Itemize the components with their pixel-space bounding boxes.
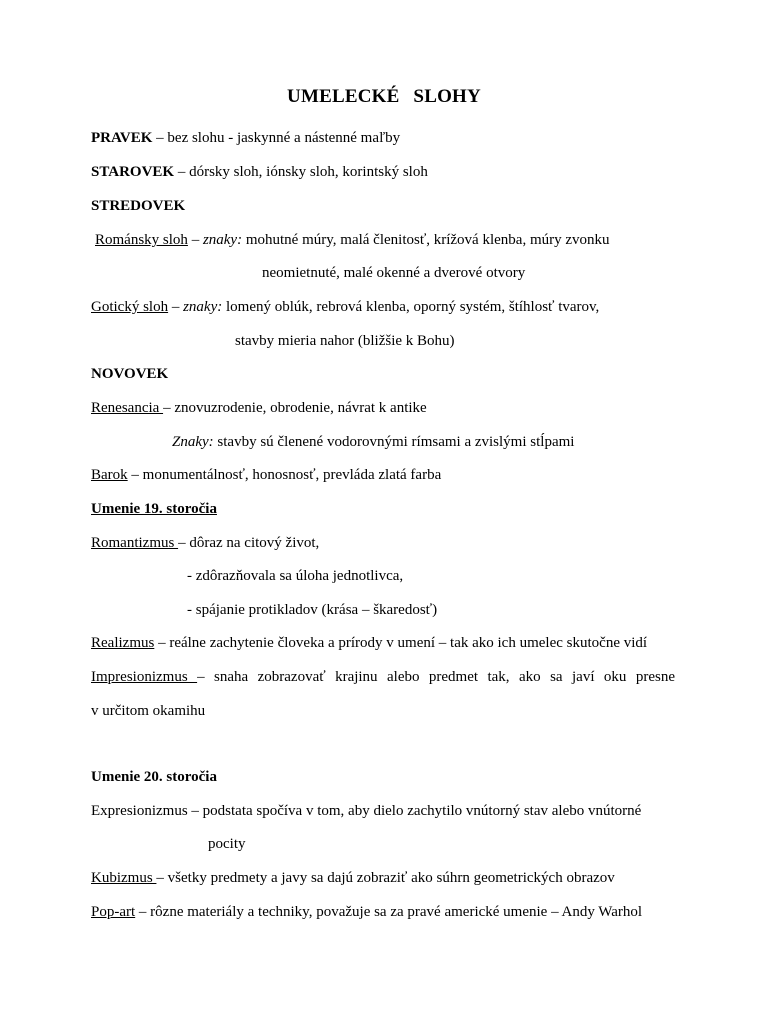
realizmus-text: – reálne zachytenie človeka a prírody v umení – tak ako ich umelec skutočne vidí (154, 635, 648, 651)
goticky-text: lomený oblúk, rebrová klenba, oporný systém, štíhlosť tvarov, (222, 299, 600, 315)
pravek-text: – bez slohu - jaskynné a nástenné maľby (152, 130, 401, 146)
renesancia-znaky: Znaky: (172, 434, 214, 450)
novovek-heading: NOVOVEK (91, 366, 169, 382)
goticky-continuation: stavby mieria nahor (bližšie k Bohu) (235, 333, 455, 349)
romansky-term: Románsky sloh (95, 232, 188, 248)
goticky-dash: – (168, 299, 184, 315)
starovek-text: – dórsky sloh, iónsky sloh, korintský sloh (174, 164, 428, 180)
romantizmus-text: – dôraz na citový život, (178, 535, 320, 551)
realizmus-line (91, 634, 647, 652)
impresionizmus-continuation: v určitom okamihu (91, 703, 206, 719)
expresionizmus-text: – podstata spočíva v tom, aby dielo zachytilo vnútorný stav alebo vnútorné (187, 803, 642, 819)
pravek-heading: PRAVEK (91, 130, 153, 146)
starovek-line (91, 163, 428, 181)
romantizmus-item-2: - spájanie protikladov (krása – škaredosť) (187, 602, 438, 618)
romantizmus-term: Romantizmus (91, 535, 179, 551)
umenie20-heading: Umenie 20. storočia (91, 769, 217, 785)
goticky-term: Gotický sloh (91, 299, 169, 315)
pravek-line (91, 129, 400, 147)
impresionizmus-term: Impresionizmus (91, 669, 198, 685)
romansky-znaky: znaky: (202, 232, 243, 248)
renesancia-continuation: stavby sú členené vodorovnými rímsami a zvislými stĺpami (213, 434, 575, 450)
romantizmus-line (91, 534, 319, 552)
starovek-heading: STAROVEK (91, 164, 175, 180)
romansky-continuation: neomietnuté, malé okenné a dverové otvory (262, 265, 526, 281)
goticky-line (91, 298, 599, 316)
realizmus-term: Realizmus (91, 635, 155, 651)
romansky-text: mohutné múry, malá členitosť, krížová klenba, múry zvonku (242, 232, 610, 248)
expresionizmus-line (91, 802, 641, 820)
romantizmus-item-1: - zdôrazňovala sa úloha jednotlivca, (187, 568, 404, 584)
impresionizmus-line (91, 668, 675, 686)
romansky-line (95, 231, 610, 249)
goticky-znaky: znaky: (183, 299, 223, 315)
kubizmus-line (91, 869, 615, 887)
kubizmus-term: Kubizmus (91, 870, 157, 886)
page-title: UMELECKÉ SLOHY (287, 86, 481, 107)
kubizmus-text: – všetky predmety a javy sa dajú zobraziť ako súhrn geometrických obrazov (156, 870, 615, 886)
stredovek-heading: STREDOVEK (91, 198, 186, 214)
expresionizmus-term: Expresionizmus (91, 803, 188, 819)
expresionizmus-continuation: pocity (208, 836, 246, 852)
popart-term: Pop-art (91, 904, 136, 920)
impresionizmus-text: – snaha zobrazovať krajinu alebo predmet tak, ako sa javí oku presne (197, 669, 675, 685)
renesancia-znaky-line (172, 433, 574, 451)
renesancia-term: Renesancia (91, 400, 164, 416)
renesancia-line (91, 399, 427, 417)
barok-line (91, 466, 441, 484)
popart-line (91, 903, 642, 921)
popart-text: – rôzne materiály a techniky, považuje sa za pravé americké umenie – Andy Warhol (135, 904, 643, 920)
barok-term: Barok (91, 467, 128, 483)
renesancia-text: – znovuzrodenie, obrodenie, návrat k antike (163, 400, 427, 416)
umenie19-heading: Umenie 19. storočia (91, 501, 217, 517)
barok-text: – monumentálnosť, honosnosť, prevláda zlatá farba (127, 467, 442, 483)
romansky-dash: – (187, 232, 203, 248)
